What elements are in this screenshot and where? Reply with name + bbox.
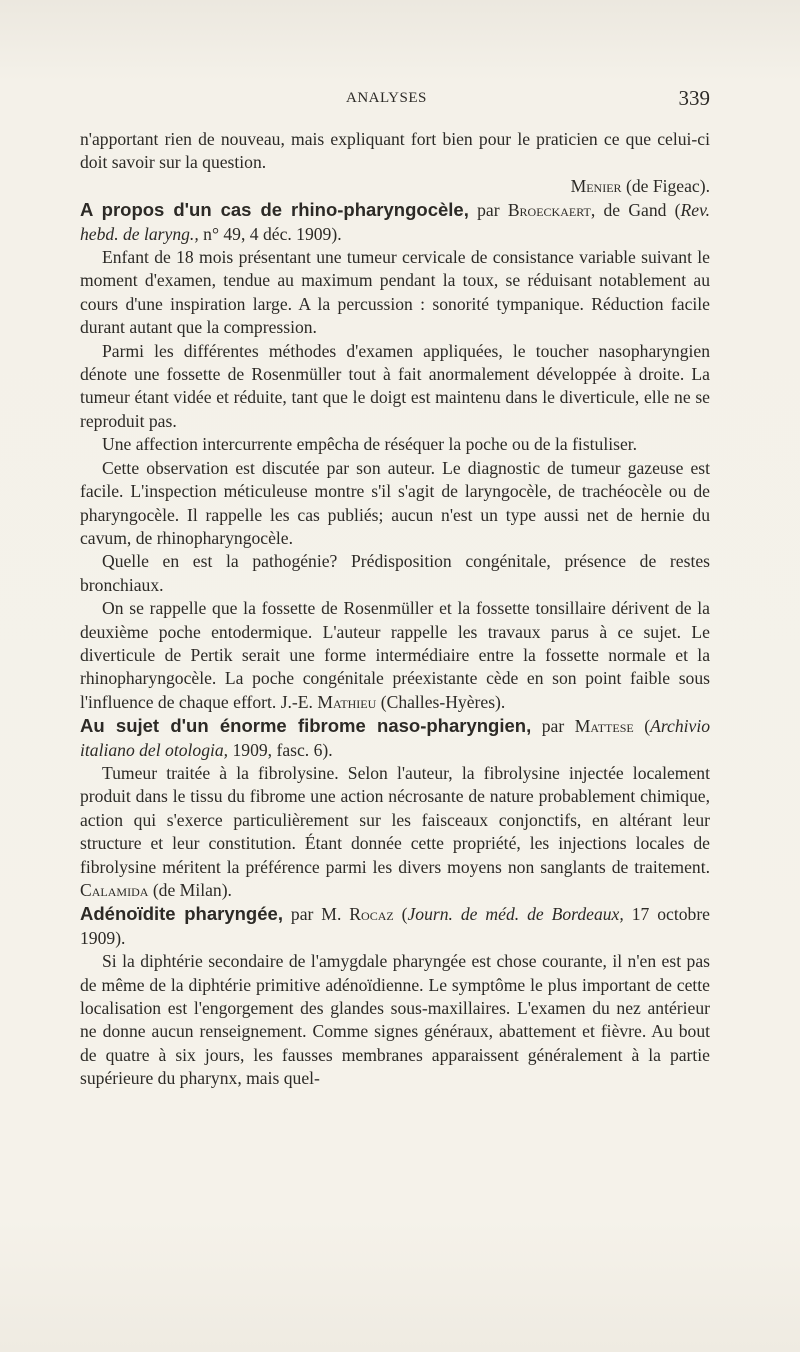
article-3-journal: Journ. de méd. de Bordeaux, xyxy=(407,904,624,925)
signature-name: Menier xyxy=(570,175,622,196)
article-1-by: par xyxy=(477,200,500,221)
article-1-paragraph: Une affection intercurrente empêcha de réséquer la poche ou de la fistuliser. xyxy=(102,434,638,455)
article-2-paragraph xyxy=(80,762,710,902)
article-1-title-line xyxy=(80,198,710,246)
article-1-ref-post: n° 49, 4 déc. 1909). xyxy=(203,223,342,244)
article-2-ref-pre: ( xyxy=(644,716,651,737)
signature-place: (de Figeac). xyxy=(625,175,710,196)
article-2-author: Mattese xyxy=(574,716,634,737)
article-2-signature-place: (de Milan). xyxy=(152,880,232,900)
article-2-title-line xyxy=(80,714,710,762)
article-3-ref-post: 17 octobre 1909). xyxy=(80,904,710,948)
article-2-title: Au sujet d'un énorme fibrome naso-pharyngien, xyxy=(80,715,532,737)
article-1-last-paragraph-text: On se rappelle que la fossette de Rosenmüller et la fossette tonsillaire dérivent de la deuxième poche entodermique. L'auteur rappelle les travaux parus à ce sujet. Le diverticule de Pertik serait une forme intermédiaire entre la fossette normale et la rhinopharyngocèle. La poche congénitale préexistante cède en son point faible sous l'influence de chaque effort. xyxy=(80,598,710,712)
article-1-paragraph: Parmi les différentes méthodes d'examen appliquées, le toucher nasopharyngien dénote une fossette de Rosenmüller tout à fait anormalement développée à droite. La tumeur étant vidée et réduite, tant que le doigt est maintenu dans le diverticule, elle ne se reproduit pas. xyxy=(80,340,710,431)
article-1-author: Broeckaert, xyxy=(507,200,596,221)
article-2-ref-post: 1909, fasc. 6). xyxy=(232,739,333,760)
article-1-journal: Rev. hebd. de laryng., xyxy=(80,200,711,244)
article-3-author: Rocaz xyxy=(349,904,394,925)
article-2-signature-name: Calamida xyxy=(80,880,149,900)
article-2-paragraph-text: Tumeur traitée à la fibrolysine. Selon l'auteur, la fibrolysine injectée localement produit dans le tissu du fibrome une action nécrosante de nature probablement chimique, action qui s'exerce particulièrement sur les faisceaux conjonctifs, en altérant leur structure et leur constitution. Étant donnée cette propriété, les injections locales de fibrolysine méritent la préférence parmi les divers moyens non sanglants de traitement. xyxy=(80,762,710,877)
intro-signature xyxy=(80,175,710,198)
article-3-title: Adénoïdite pharyngée, xyxy=(80,903,283,925)
article-1-paragraph: Quelle en est la pathogénie? Prédisposition congénitale, présence de restes bronchiaux. xyxy=(80,551,710,595)
article-1-title: A propos d'un cas de rhino-pharyngocèle, xyxy=(80,199,469,221)
article-3-by: par M. xyxy=(290,904,342,925)
article-3-title-line xyxy=(80,902,710,950)
page-header xyxy=(80,86,710,114)
article-1-paragraph: Enfant de 18 mois présentant une tumeur cervicale de consistance variable suivant le moment d'examen, tendue au maximum pendant la toux, se réduisant notablement au cours d'une inspiration large. A la percussion : sonorité tympanique. Réduction facile durant autant que la compression. xyxy=(80,247,710,338)
page-number: 339 xyxy=(678,86,710,110)
article-1-signature-name: J.-E. Mathieu xyxy=(280,691,377,712)
intro-paragraph: n'apportant rien de nouveau, mais expliquant fort bien pour le praticien ce que celui-ci doit savoir sur la question. xyxy=(80,129,710,173)
running-title: ANALYSES xyxy=(346,90,427,106)
article-1-paragraph: Cette observation est discutée par son auteur. Le diagnostic de tumeur gazeuse est facile. L'inspection méticuleuse montre s'il s'agit de laryngocèle, de trachéocèle ou de pharyngocèle. Il rappelle les cas publiés; aucun n'est un type aussi net de hernie du cavum, de rhinopharyngocèle. xyxy=(80,457,710,548)
article-3-paragraph: Si la diphtérie secondaire de l'amygdale pharyngée est chose courante, il n'en est pas de même de la diphtérie primitive adénoïdienne. Le symptôme le plus important de cette localisation est l'engorgement des glandes sous-maxillaires. L'examen du nez antérieur ne donne aucun renseignement. Comme signes généraux, abattement et fièvre. Au bout de quatre à six jours, les fausses membranes apparaissent généralement à la partie supérieure du pharynx, mais quel- xyxy=(80,951,710,1089)
article-1-signature-place: (Challes-Hyères). xyxy=(380,691,506,712)
article-1-ref-pre: de Gand ( xyxy=(603,200,681,221)
article-3-ref-pre: ( xyxy=(401,904,408,925)
body-text xyxy=(80,128,710,1091)
article-2-journal: Archivio italiano del otologia, xyxy=(80,716,711,760)
article-2-by: par xyxy=(541,716,565,737)
article-1-last-paragraph xyxy=(80,597,710,714)
